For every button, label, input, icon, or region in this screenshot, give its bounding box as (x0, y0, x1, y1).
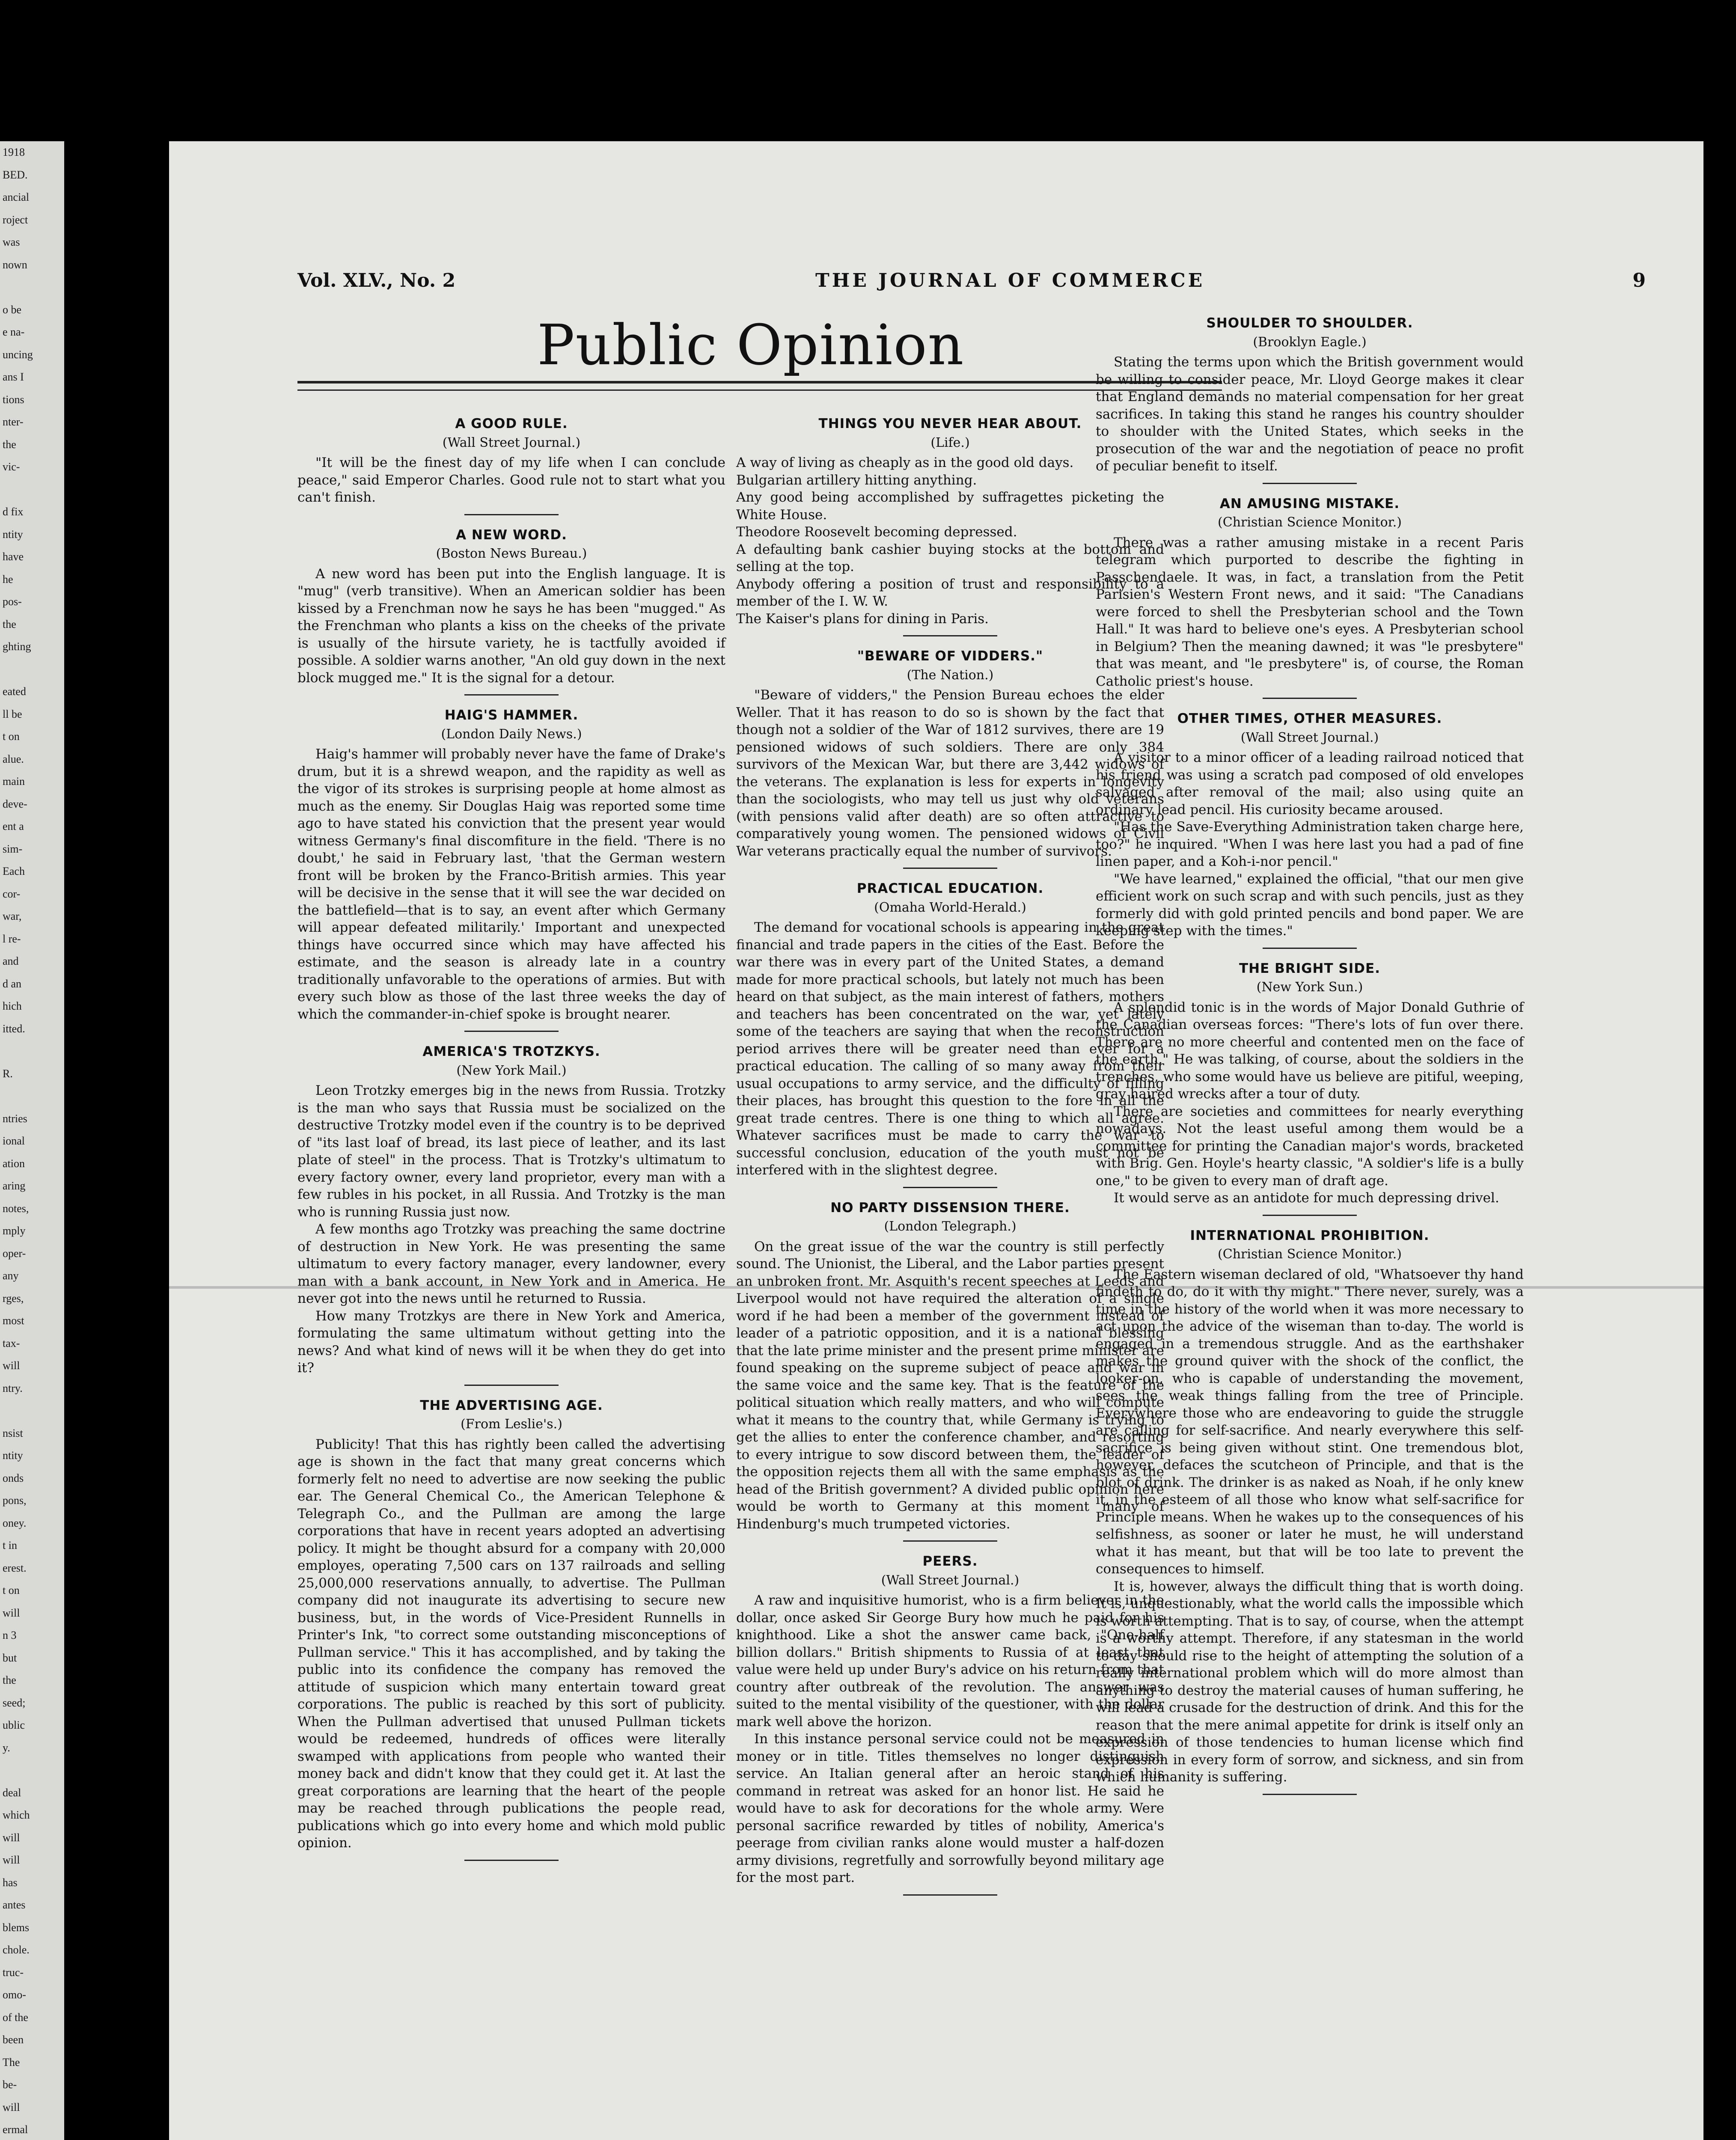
prev-page-fragment: hich (3, 1000, 22, 1012)
prev-page-fragment: but (3, 1651, 17, 1664)
prev-page-fragment: vic- (3, 461, 20, 473)
prev-page-fragment: have (3, 550, 24, 563)
article-title: OTHER TIMES, OTHER MEASURES. (1177, 711, 1442, 726)
prev-page-fragment: ntity (3, 1449, 23, 1462)
article-divider (903, 1540, 997, 1542)
article-divider (464, 694, 559, 696)
prev-page-fragment: antes (3, 1899, 26, 1911)
prev-page-fragment: alue. (3, 752, 24, 765)
article-advertising-age (297, 1397, 725, 1861)
prev-page-fragment (0, 1759, 64, 1782)
journal-title: THE JOURNAL OF COMMERCE (815, 270, 1205, 291)
prev-page-fragment: The (3, 2056, 20, 2069)
prev-page-fragment: d an (3, 977, 22, 990)
section-masthead: Public Opinion (537, 312, 965, 377)
article-source: (The Nation.) (907, 667, 994, 683)
prev-page-fragment: ntries (3, 1112, 27, 1125)
prev-page-fragment: d fix (3, 505, 24, 518)
article-source: (From Leslie's.) (461, 1417, 562, 1432)
prev-page-fragment: most (3, 1314, 24, 1327)
volume-number: Vol. XLV., No. 2 (297, 270, 456, 291)
prev-page-fragment: ermal (3, 2123, 28, 2136)
prev-page-fragment: roject (3, 213, 28, 226)
prev-page-fragment: ublic (3, 1719, 25, 1731)
article-divider (903, 1187, 997, 1188)
article-paragraph: A way of living as cheaply as in the good old days. (736, 455, 1074, 470)
prev-page-fragment: t in (3, 1539, 17, 1552)
page-number: 9 (1632, 270, 1646, 291)
article-divider (464, 1860, 559, 1861)
prev-page-fragment: main (3, 775, 25, 788)
prev-page-fragment: ans I (3, 371, 24, 383)
prev-page-fragment: was (3, 236, 20, 248)
prev-page-fragment: mply (3, 1225, 26, 1237)
article-paragraph: The demand for vocational schools is appearing in the great financial and trade papers in the cities of the East. Before the war there was in every part of the United States, a demand made for more practical schools, but lately not much has been heard on that subject, as the main interest of fathers, mothers and teachers has been concentrated on the war, yet lately some of the teachers are saying that when the reconstruction period arrives there will be greater need than ever for a practical education. The calling of so many away from their usual occupations to army service, and the difficulty of filling their places, has brought this question to the fore in all the great trade centres. There is one thing to which all agree. Whatever sacrifices must be made to carry the war to successful conclusion, education of the youth must not be interfered with in the slightest degree. (736, 920, 1164, 1178)
prev-page-fragment: which (3, 1809, 30, 1821)
article-divider (1263, 1215, 1357, 1216)
prev-page-fragment: nter- (3, 416, 24, 428)
prev-page-fragment: deve- (3, 797, 27, 810)
prev-page-fragment: omo- (3, 1988, 26, 2001)
prev-page-fragment (0, 276, 64, 299)
article-source: (Wall Street Journal.) (1240, 730, 1379, 745)
prev-page-fragment: ntry. (3, 1382, 23, 1394)
article-paragraph: "We have learned," explained the official, "that our men give efficient work on such scrap and with such pencils, just as they formerly did with gold printed pencils and bond paper. We are keeping step with the times." (1096, 871, 1524, 939)
article-paragraph: "It will be the finest day of my life when I can conclude peace," said Emperor Charles. Good rule not to start what you can't finish. (297, 455, 725, 505)
article-title: HAIG'S HAMMER. (444, 707, 579, 723)
prev-page-fragment: uncing (3, 348, 33, 361)
article-paragraph: Any good being accomplished by suffragettes picketing the White House. (736, 490, 1164, 523)
prev-page-fragment (0, 1085, 64, 1108)
masthead-rule-thin (297, 389, 1222, 391)
prev-page-fragment: aring (3, 1180, 26, 1192)
article-paragraph: It is, however, always the difficult thing that is worth doing. It is, unquestionably, what the world calls the impossible which is worth attempting. That is to say, of course, when the attempt is a worthy attempt. Therefore, if any statesman in the world to-day should rise to the height of attempting the solution of a really international problem which will do more almost than anything to destroy the material causes of human suffering, he will lead a crusade for the destruction of drink. And this for the reason that the mere animal appetite for drink is itself only an expression of those tendencies to human license which find expression in every form of sorrow, and sickness, and sin from which humanity is suffering. (1096, 1578, 1524, 1785)
prev-page-fragment: ancial (3, 191, 30, 203)
prev-page-fragment: the (3, 438, 16, 451)
article-paragraph: On the great issue of the war the country is still perfectly sound. The Unionist, the Liberal, and the Labor parties present an unbroken front. Mr. Asquith's recent speeches at Leeds and Liverpool would not have required the alteration of a single word if he had been a member of the government instead of leader of a patriotic opposition, and it is a national blessing that the late prime minister and the present prime minister are found speaking on the supreme subject of peace and war in the same voice and the same key. That is the feature of the political situation which really matters, and who will compute what it means to the country that, while Germany is trying to get the allies to enter the conference chamber, and resorting to every intrigue to sow discord between them, the leader of the opposition rejects them all with the same emphasis as the head of the British government? A divided public opinion here would be worth to Germany at this moment many of Hindenburg's much trumpeted victories. (736, 1239, 1164, 1532)
masthead-rule (297, 381, 1222, 383)
prev-page-fragment: tax- (3, 1337, 20, 1349)
prev-page-fragment: ent a (3, 820, 24, 832)
prev-page-fragment: ation (3, 1157, 25, 1170)
article-paragraph: The Kaiser's plans for dining in Paris. (736, 611, 989, 627)
article-paragraph: A defaulting bank cashier buying stocks at the bottom and selling at the top. (736, 541, 1164, 574)
article-title: THE BRIGHT SIDE. (1239, 960, 1380, 976)
prev-page-fragment: t on (3, 730, 20, 743)
article-paragraph: There are societies and committees for nearly everything nowadays. Not the least useful among them would be a committee for printing the Canadian major's words, bracketed with Brig. Gen. Hoyle's hearty classic, "A soldier's life is a bully one," to be given to every man of draft age. (1096, 1103, 1524, 1189)
prev-page-fragment: n 3 (3, 1629, 17, 1641)
article-divider (1263, 1794, 1357, 1795)
article-paragraph: There was a rather amusing mistake in a recent Paris telegram which purported to describe the fighting in Passchendaele. It was, in fact, a translation from the Petit Parisien's Western Front news, and it said: "The Canadians were forced to shell the Presbyterian school and the Town Hall." It was hard to believe one's eyes. A Presbyterian school in Belgium? Then the meaning dawned; it was "le presbytere" that was meant, and "le presbytere" is, of course, the Roman Catholic priest's house. (1096, 535, 1524, 689)
prev-page-fragment (0, 1040, 64, 1063)
article-paragraph: A raw and inquisitive humorist, who is a firm believer in the dollar, once asked Sir George Bury how much he paid for his knighthood. Like a shot the answer came back, "One-half billion dollars." British shipments to Russia of at least that value were held up under Bury's advice on his return from that country after outbreak of the revolution. The answer was suited to the mental visibility of the questioner, with the dollar mark well above the horizon. (736, 1593, 1164, 1730)
article-title: THE ADVERTISING AGE. (420, 1397, 603, 1413)
article-title: AMERICA'S TROTZKYS. (422, 1044, 600, 1059)
article-paragraph: Theodore Roosevelt becoming depressed. (736, 524, 1017, 540)
article-bright-side (1096, 960, 1524, 1216)
prev-page-fragment: o be (3, 303, 22, 316)
article-paragraph: Haig's hammer will probably never have the fame of Drake's drum, but it is a shrewd weapon, and the rapidity as well as the vigor of its strokes is surprising people at home almost as much as the enemy. Sir Douglas Haig was reported some time ago to have stated his conviction that the present year would witness Germany's final discomfiture in the field. 'There is no doubt,' he said in February last, 'that the German western front will be broken by the Franco-British armies. This year will be decisive in the sense that it will see the war decided on the battlefield—that is to say, an event after which Germany will appear defeated militarily.' Important and unexpected things have occurred since which may have affected his estimate, and the season is already late in a country traditionally unfavorable to the operations of armies. But with every such blow as those of the last three weeks the day of which the commander-in-chief spoke is brought nearer. (297, 746, 725, 1022)
article-source: (London Daily News.) (441, 726, 582, 742)
article-paragraph: How many Trotzkys are there in New York and America, formulating the same ultimatum without getting into the news? And what kind of news will it be when they do get into it? (297, 1308, 725, 1376)
prev-page-fragment: the (3, 1674, 16, 1686)
prev-page-fragment: will (3, 2101, 20, 2113)
article-source: (Wall Street Journal.) (881, 1572, 1020, 1588)
article-shoulder (1096, 315, 1524, 484)
article-paragraph: A visitor to a minor officer of a leading railroad noticed that his friend was using a scratch pad composed of old envelopes salvaged after removal of the mail; also using quite an ordinary lead pencil. His curiosity became aroused. (1096, 750, 1524, 817)
article-paragraph: Publicity! That this has rightly been called the advertising age is shown in the fact that many great concerns which formerly felt no need to advertise are now seeking the public ear. The General Chemical Co., the American Telephone & Telegraph Co., and the Pullman are among the large corporations that have in recent years adopted an advertising policy. It might be thought absurd for a company with 20,000 employes, operating 7,500 cars on 137 railroads and selling 25,000,000 reservations annually, to advertise. The Pullman company did not inaugurate its advertising to secure new business, but, in the words of Vice-President Runnells in Printer's Ink, "to correct some outstanding misconceptions of Pullman service." This it has accomplished, and by taking the public into its confidence the company has removed the attitude of suspicion which many entertain toward great corporations. The public is reached by this sort of publicity. When the Pullman advertised that unused Pullman tickets would be redeemed, hundreds of offices were literally swamped with applications from people who wanted their money back and didn't know that they could get it. At last the great corporations are learning that the heart of the people may be reached through publications the people read, publications which go into every home and which mold public opinion. (297, 1436, 725, 1851)
article-paragraph: Anybody offering a position of trust and responsibility to a member of the I. W. W. (736, 576, 1164, 609)
article-paragraph: In this instance personal service could not be measured in money or in title. Titles themselves no longer distinguish service. An Italian general after an heroic stand of his command in retreat was asked for an honor list. He said he would have to ask for decorations for the whole army. Were personal sacrifice rewarded by titles of nobility, America's peerage from civilian ranks alone would muster a half-dozen army divisions, regretfully and sorrowfully beyond military age for the most part. (736, 1731, 1164, 1885)
prev-page-fragment: will (3, 1359, 20, 1372)
prev-page-fragment: has (3, 1876, 18, 1889)
prev-page-fragment: any (3, 1269, 19, 1282)
prev-page-fragment: nsist (3, 1427, 23, 1439)
article-paragraph: A few months ago Trotzky was preaching the same doctrine of destruction in New York. He was presenting the same ultimatum to every factory manager, every landowner, every man with a bank account, in New York and in America. He never got into the news until he returned to Russia. (297, 1222, 725, 1306)
prev-page-fragment: oney. (3, 1516, 27, 1529)
prev-page-fragment: pos- (3, 595, 22, 608)
prev-page-fragment (0, 479, 64, 501)
page-header (297, 270, 1646, 295)
prev-page-fragment: ll be (3, 707, 22, 720)
column-1 (297, 407, 725, 1872)
article-title: A GOOD RULE. (455, 416, 568, 431)
prev-page-fragment: e na- (3, 326, 25, 338)
article-title: NO PARTY DISSENSION THERE. (830, 1200, 1070, 1216)
article-good-rule (297, 415, 725, 515)
article-divider (1263, 948, 1357, 949)
prev-page-fragment: seed; (3, 1696, 26, 1709)
previous-page-edge (0, 141, 64, 2140)
prev-page-fragment: t on (3, 1584, 20, 1596)
column-3 (1096, 306, 1524, 1806)
newspaper-page (169, 141, 1703, 2140)
article-source: (Wall Street Journal.) (442, 435, 581, 450)
article-divider (903, 1894, 997, 1896)
article-divider (903, 868, 997, 869)
article-title: THINGS YOU NEVER HEAR ABOUT. (818, 416, 1082, 431)
prev-page-fragment: be- (3, 2078, 17, 2091)
article-paragraph: "Beware of vidders," the Pension Bureau echoes the elder Weller. That it has reason to do so is shown by the fact that though not a soldier of the War of 1812 survives, there are 19 pensioned widows of such soldiers. There are only 384 survivors of the Mexican War, but there are 3,442 widows of the veterans. The explanation is less for experts in longevity than the sociologists, who may tell us just why old veterans (with pensions valid after death) are so often attractive to comparatively young women. The pensioned widows of Civil War veterans practically equal the number of survivors. (736, 687, 1164, 859)
article-title: A NEW WORD. (456, 527, 567, 543)
prev-page-fragment: rges, (3, 1292, 24, 1305)
prev-page-fragment: eated (3, 685, 26, 698)
article-title: "BEWARE OF VIDDERS." (857, 648, 1043, 664)
prev-page-fragment: BED. (3, 168, 28, 181)
prev-page-fragment: of the (3, 2011, 28, 2024)
prev-page-fragment: sim- (3, 842, 23, 855)
article-divider (1263, 483, 1357, 484)
article-paragraph: The Eastern wiseman declared of old, "Whatsoever thy hand findeth to do, do it with thy might." There never, surely, was a time in the history of the world when it was more necessary to act upon the advice of the wiseman than to-day. The world is engaged in a tremendous struggle. And as the earthshaker makes the ground quiver with the shock of the conflict, the looker-on, who is capable of understanding the movement, sees the weak things falling from the tree of Principle. Everywhere those who are endeavoring to guide the struggle are calling for self-sacrifice. And nearly everywhere this self-sacrifice is being given without stint. One tremendous blot, however, defaces the scutcheon of Principle, and that is the blot of drink. The drinker is as naked as Noah, if he only knew it, in the esteem of all those who know what self-sacrifice for Principle means. When he wakes up to the consequences of his selfishness, as sooner or later he must, he will understand what it has meant, but that will be too late to prevent the consequences to himself. (1096, 1266, 1524, 1577)
prev-page-fragment: and (3, 955, 19, 967)
prev-page-fragment: truc- (3, 1966, 24, 1979)
prev-page-fragment: oper- (3, 1247, 26, 1260)
article-new-word (297, 526, 725, 696)
prev-page-fragment: will (3, 1854, 20, 1866)
prev-page-fragment: itted. (3, 1022, 25, 1035)
prev-page-fragment: will (3, 1606, 20, 1619)
prev-page-fragment: ghting (3, 640, 31, 653)
prev-page-fragment: chole. (3, 1944, 30, 1956)
article-paragraph: Leon Trotzky emerges big in the news from Russia. Trotzky is the man who says that Russia must be socialized on the destructive Trotzky model even if the country is to be deprived of "its last loaf of bread, its last piece of leather, and its last plate of steel" in the process. That is Trotzky's ultimatum to every factory owner, every land proprietor, every man with a few rubles in his pocket, in all Russia. And Trotzky is the man who is running Russia just now. (297, 1083, 725, 1220)
article-source: (Life.) (930, 435, 970, 450)
article-divider (1263, 698, 1357, 699)
prev-page-fragment: pons, (3, 1494, 27, 1507)
prev-page-fragment: ional (3, 1135, 25, 1147)
prev-page-fragment: notes, (3, 1202, 29, 1215)
article-title: AN AMUSING MISTAKE. (1219, 496, 1400, 511)
prev-page-fragment: l re- (3, 932, 21, 945)
article-other-times (1096, 710, 1524, 949)
article-paragraph: Stating the terms upon which the British government would be willing to consider peace, Mr. Lloyd George makes it clear that England demands no material compensation for her great sacrifices. In taking this stand he ranges his country shoulder to shoulder with the United States, which seeks in the prosecution of the war and the negotiation of peace no profit of peculiar benefit to itself. (1096, 354, 1524, 474)
article-title: INTERNATIONAL PROHIBITION. (1190, 1228, 1430, 1243)
prev-page-fragment: onds (3, 1471, 24, 1484)
prev-page-fragment: Each (3, 865, 25, 877)
prev-page-fragment: erest. (3, 1561, 27, 1574)
prev-page-fragment: deal (3, 1786, 21, 1799)
article-paragraph: "Has the Save-Everything Administration taken charge here, too?" he inquired. "When I was here last you had a pad of fine linen paper, and a Koh-i-nor pencil." (1096, 819, 1524, 869)
article-source: (Brooklyn Eagle.) (1253, 334, 1367, 350)
prev-page-fragment: war, (3, 910, 22, 922)
prev-page-fragment: will (3, 1831, 20, 1844)
article-haigs-hammer (297, 707, 725, 1032)
article-divider (464, 1031, 559, 1032)
article-divider (903, 635, 997, 636)
article-source: (Christian Science Monitor.) (1218, 515, 1402, 530)
prev-page-fragment: blems (3, 1921, 30, 1934)
article-source: (New York Mail.) (456, 1063, 567, 1078)
prev-page-fragment: ntity (3, 528, 23, 541)
prev-page-fragment: R. (3, 1067, 13, 1080)
prev-page-fragment (0, 1400, 64, 1422)
article-source: (London Telegraph.) (884, 1219, 1017, 1234)
article-source: (Boston News Bureau.) (436, 546, 587, 561)
article-title: PRACTICAL EDUCATION. (856, 881, 1044, 896)
article-prohibition (1096, 1227, 1524, 1795)
prev-page-fragment: he (3, 573, 13, 586)
prev-page-fragment: 1918 (3, 146, 25, 158)
article-paragraph: A new word has been put into the English language. It is "mug" (verb transitive). When an American soldier has been kissed by a Frenchman now he says he has been "mugged." As the Frenchman who plants a kiss on the cheeks of the private is usually of the hirsute variety, he is tactfully avoided if possible. A soldier warns another, "An old guy down in the next block mugged me." It is the signal for a detour. (297, 566, 725, 686)
article-source: (New York Sun.) (1256, 980, 1363, 995)
prev-page-fragment: been (3, 2033, 24, 2046)
article-title: SHOULDER TO SHOULDER. (1206, 315, 1413, 331)
prev-page-fragment: the (3, 618, 16, 630)
prev-page-fragment: tions (3, 393, 24, 406)
prev-page-fragment: y. (3, 1741, 10, 1754)
article-divider (464, 514, 559, 515)
article-source: (Omaha World-Herald.) (874, 900, 1026, 915)
prev-page-fragment (0, 658, 64, 681)
article-divider (464, 1385, 559, 1386)
article-amusing-mistake (1096, 495, 1524, 699)
article-source: (Christian Science Monitor.) (1218, 1247, 1402, 1262)
article-title: PEERS. (922, 1554, 978, 1569)
article-americas-trotzkys (297, 1043, 725, 1386)
prev-page-fragment: cor- (3, 887, 21, 900)
prev-page-fragment: nown (3, 258, 27, 271)
article-paragraph: A splendid tonic is in the words of Major Donald Guthrie of the Canadian overseas forces: "There's lots of fun over there. There are no more cheerful and contented men on the face of the earth." He was talking, of course, about the soldiers in the trenches, who some would have us believe are pitiful, weeping, gray haired wrecks after a tour of duty. (1096, 999, 1524, 1102)
article-paragraph: It would serve as an antidote for much depressing drivel. (1114, 1190, 1499, 1206)
article-paragraph: Bulgarian artillery hitting anything. (736, 472, 977, 488)
